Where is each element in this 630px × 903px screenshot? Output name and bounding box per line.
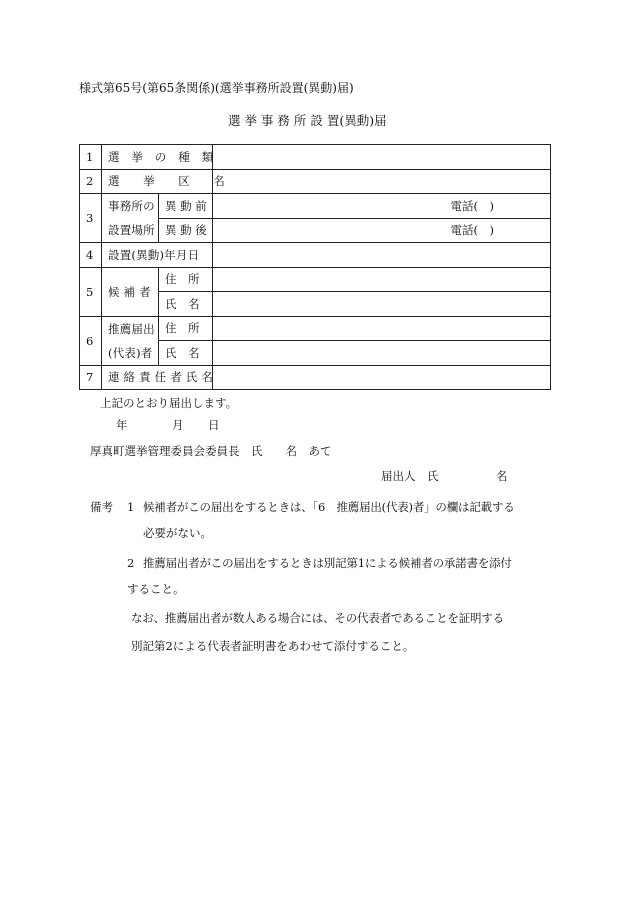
- row-district: [80, 169, 551, 194]
- row-date: [80, 243, 551, 268]
- note-1-line-1: 候補者がこの届出をするときは、「6 推薦届出(代表)者」の欄は記載する: [143, 500, 515, 514]
- candidate-address-field[interactable]: [213, 267, 551, 292]
- form-table: [79, 144, 551, 390]
- row-candidate-address: [80, 267, 551, 292]
- recommender-address-label: 住 所: [159, 316, 213, 341]
- date-day-label: 日: [208, 418, 220, 432]
- row-election-type: [80, 145, 551, 170]
- document-title: 選 挙 事 務 所 設 置(異動)届: [228, 113, 387, 128]
- recommender-name-field[interactable]: [213, 341, 551, 366]
- candidate-name-field[interactable]: [213, 292, 551, 317]
- date-year-label: 年: [116, 418, 128, 432]
- declaration-text: 上記のとおり届出します。: [100, 396, 238, 410]
- notes-heading: 備考: [90, 500, 113, 514]
- note-1-line-2: 必要がない。: [143, 526, 212, 540]
- note-2-line-4: 別記第2による代表者証明書をあわせて添付すること。: [131, 639, 415, 653]
- phone-label-after: 電話( ): [450, 223, 494, 238]
- district-field[interactable]: [213, 169, 551, 194]
- recommender-label-line1: 推薦届出: [108, 321, 155, 336]
- row-number: 6: [80, 316, 102, 365]
- note-1-number: 1: [127, 500, 135, 514]
- after-change-label: 異 動 後: [159, 218, 213, 243]
- recommender-label: [102, 316, 159, 365]
- row-recommender-address: [80, 316, 551, 341]
- contact-person-field[interactable]: [213, 365, 551, 390]
- candidate-label: 候 補 者: [102, 267, 159, 316]
- submitter-text: 届出人 氏 名: [381, 469, 508, 483]
- before-change-label: 異 動 前: [159, 194, 213, 219]
- addressee-text: 厚真町選挙管理委員会委員長 氏 名 あて: [90, 444, 332, 458]
- recommender-label-line2: (代表)者: [108, 345, 153, 360]
- row-number: 3: [80, 194, 102, 243]
- recommender-name-label: 氏 名: [159, 341, 213, 366]
- candidate-address-label: 住 所: [159, 267, 213, 292]
- office-location-label-line2: 設置場所: [108, 223, 155, 237]
- note-2-line-3: なお、推薦届出者が数人ある場合には、その代表者であることを証明する: [131, 611, 504, 625]
- contact-person-label: 連 絡 責 任 者 氏 名: [102, 365, 213, 390]
- row-contact-person: [80, 365, 551, 390]
- election-type-field[interactable]: [213, 145, 551, 170]
- date-month-label: 月: [172, 418, 184, 432]
- office-location-label-line1: 事務所の: [108, 199, 155, 213]
- date-field[interactable]: [213, 243, 551, 268]
- after-change-field[interactable]: [213, 218, 551, 243]
- note-2-line-1: 推薦届出者がこの届出をするときは別記第1による候補者の承諾書を添付: [143, 556, 512, 570]
- row-office-location-before: [80, 194, 551, 219]
- candidate-name-label: 氏 名: [159, 292, 213, 317]
- phone-label-before: 電話( ): [450, 198, 494, 213]
- note-2-number: 2: [127, 556, 135, 570]
- before-change-field[interactable]: [213, 194, 551, 219]
- row-number: 2: [80, 169, 102, 194]
- election-type-label: 選 挙 の 種 類: [102, 145, 213, 170]
- form-reference: 様式第65号(第65条関係)(選挙事務所設置(異動)届): [79, 81, 354, 95]
- office-location-label: [102, 194, 159, 243]
- row-number: 4: [80, 243, 102, 268]
- date-label: 設置(異動)年月日: [102, 243, 213, 268]
- row-number: 7: [80, 365, 102, 390]
- note-2-line-2: すること。: [127, 582, 185, 596]
- row-number: 1: [80, 145, 102, 170]
- district-label: 選 挙 区 名: [102, 169, 213, 194]
- row-number: 5: [80, 267, 102, 316]
- recommender-address-field[interactable]: [213, 316, 551, 341]
